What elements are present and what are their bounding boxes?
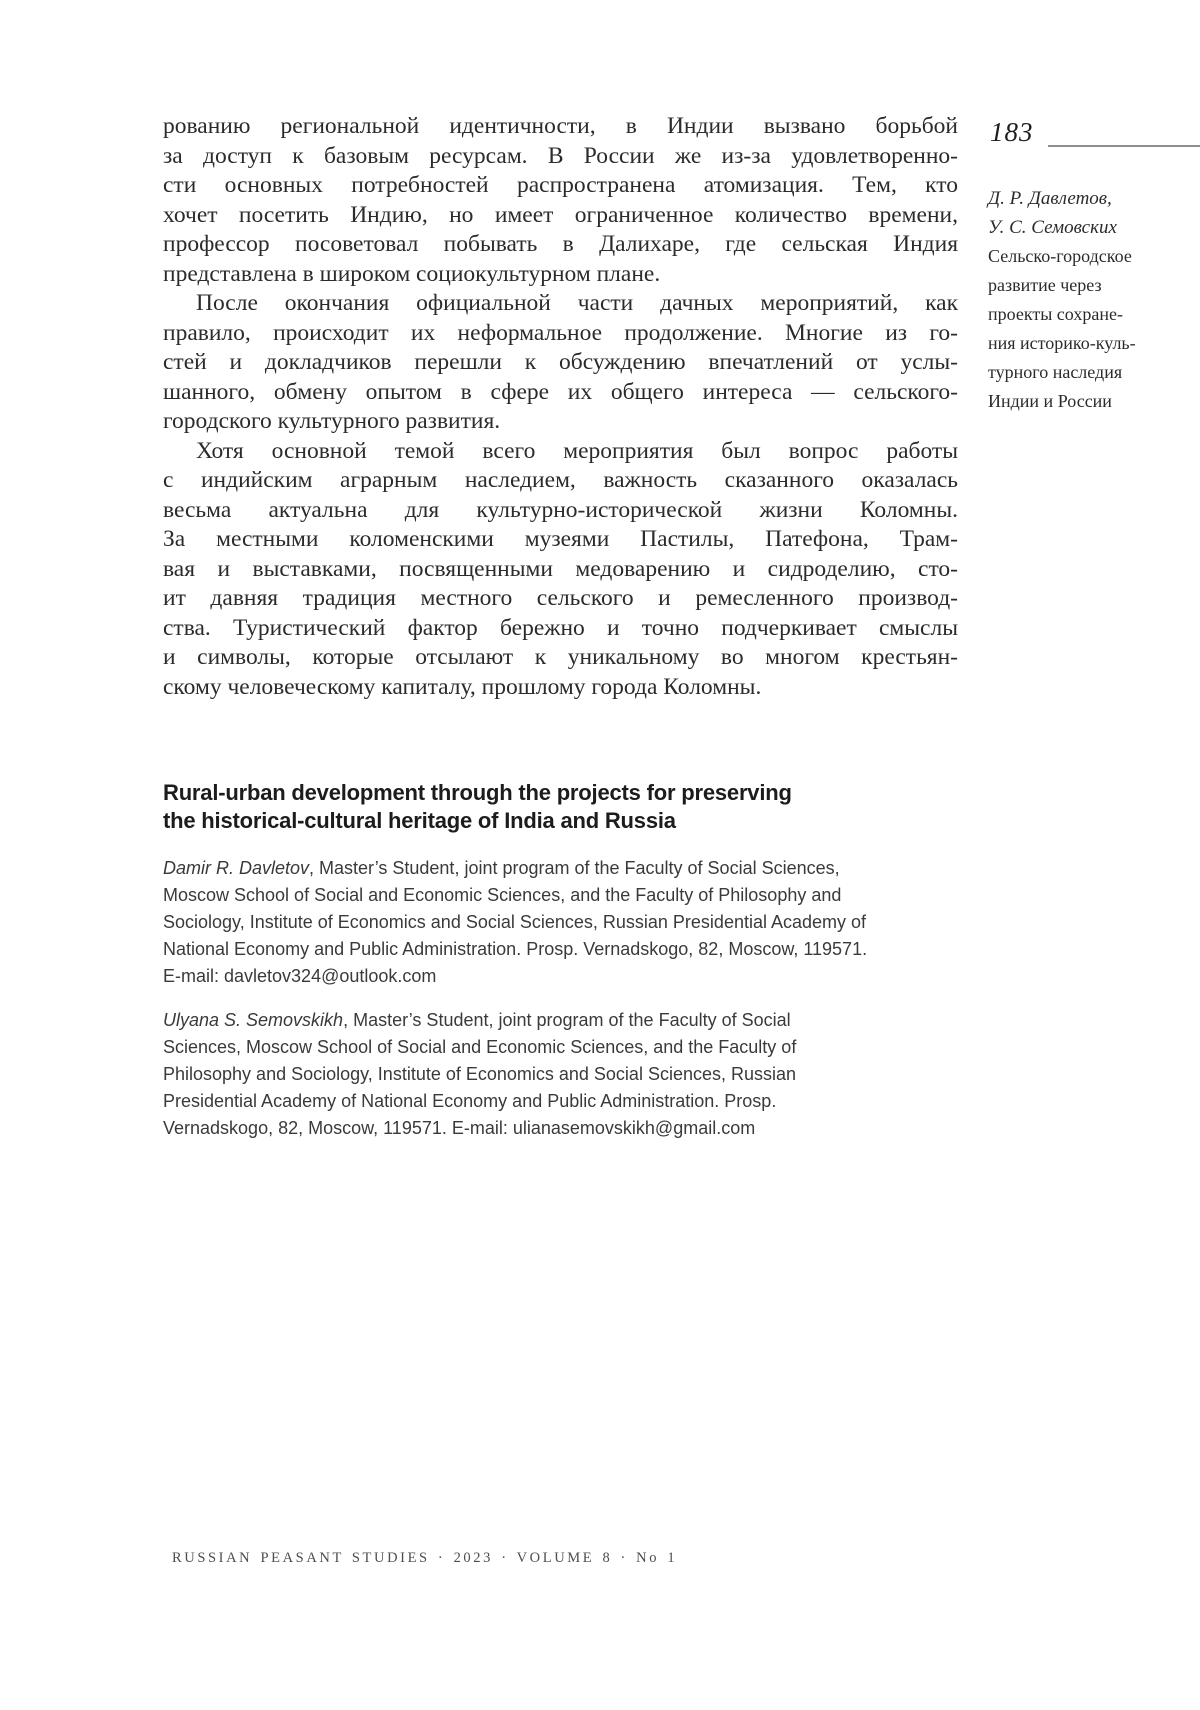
text-line: стей и докладчиков перешли к обсуждению впечатлений от услы- — [163, 349, 958, 375]
bio-line: Moscow School of Social and Economic Sciences, and the Faculty of Philosophy and — [163, 885, 842, 905]
english-title-line: Rural-urban development through the projects for preserving — [163, 780, 792, 805]
text-line: весьма актуальна для культурно-исторической жизни Коломны. — [163, 496, 958, 523]
header-rule — [1048, 145, 1200, 147]
text-line: рованию региональной идентичности, в Индии вызвано борьбой — [163, 113, 958, 139]
author-bio — [163, 855, 953, 990]
text-line: сти основных потребностей распространена атомизация. Тем, кто — [163, 172, 958, 198]
author-bios — [163, 855, 953, 1142]
bio-line — [163, 1007, 953, 1034]
text-line: городского культурного развития. — [163, 408, 501, 434]
bio-author-name: Ulyana S. Semovskikh — [163, 1010, 344, 1030]
text-line: За местными коломенскими музеями Пастилы, Патефона, Трам- — [163, 526, 958, 552]
sidebar-article-title-line: турного наследия — [988, 362, 1123, 382]
bio-author-name: Damir R. Davletov — [163, 858, 310, 878]
text-line: и символы, которые отсылают к уникальному во многом крестьян- — [163, 644, 958, 670]
page-footer — [172, 1550, 677, 1567]
text-line: ства. Туристический фактор бережно и точно подчеркивает смыслы — [163, 614, 958, 641]
bio-line: Presidential Academy of National Economy and Public Administration. Prosp. — [163, 1091, 777, 1111]
sidebar-author: У. С. Семовских — [988, 217, 1117, 238]
journal-footer-text: RUSSIAN PEASANT STUDIES · 2023 · VOLUME 8 · No 1 — [172, 1550, 678, 1566]
article-body-russian — [163, 112, 958, 702]
english-title-line: the historical-cultural heritage of India and Russia — [163, 808, 676, 833]
text-line: шанного, обмену опытом в сфере их общего интереса — сельского- — [163, 378, 958, 405]
english-title — [163, 779, 953, 835]
sidebar — [988, 184, 1193, 416]
sidebar-author: Д. Р. Давлетов, — [988, 188, 1112, 209]
paragraph — [163, 289, 958, 437]
text-line: скому человеческому капиталу, прошлому города Коломны. — [163, 673, 762, 700]
page-number: 183 — [990, 117, 1034, 147]
sidebar-article-title-line: Индии и России — [988, 391, 1112, 411]
sidebar-article-title-line: проекты сохране- — [988, 304, 1123, 324]
bio-text: , Master’s Student, joint program of the Faculty of Social Sciences, — [309, 858, 840, 878]
bio-line: Sciences, Moscow School of Social and Economic Sciences, and the Faculty of — [163, 1037, 797, 1057]
bio-line: E-mail: davletov324@outlook.com — [163, 966, 437, 986]
text-line: профессор посоветовал побывать в Далихаре, где сельская Индия — [163, 231, 958, 257]
text-line: вая и выставками, посвященными медоварению и сидроделию, сто- — [163, 555, 958, 582]
english-section — [163, 779, 953, 1159]
text-line: После окончания официальной части дачных мероприятий, как — [196, 290, 958, 316]
sidebar-article-title-line: ния историко-куль- — [988, 333, 1136, 353]
paragraph — [163, 112, 958, 289]
text-line: Хотя основной темой всего мероприятия был вопрос работы — [196, 437, 958, 464]
paragraph — [163, 437, 958, 703]
bio-line: Vernadskogo, 82, Moscow, 119571. E-mail: ulianasemovskikh@gmail.com — [163, 1118, 756, 1138]
bio-line: Philosophy and Sociology, Institute of Economics and Social Sciences, Russian — [163, 1064, 797, 1084]
text-line: за доступ к базовым ресурсам. В России же из-за удовлетворенно- — [163, 142, 958, 169]
text-line: ит давняя традиция местного сельского и ремесленного производ- — [163, 585, 958, 611]
author-bio — [163, 1007, 953, 1142]
bio-line: Sociology, Institute of Economics and Social Sciences, Russian Presidential Academy of — [163, 912, 867, 932]
bio-line: National Economy and Public Administration. Prosp. Vernadskogo, 82, Moscow, 119571. — [163, 939, 868, 959]
text-line: с индийским аграрным наследием, важность сказанного оказалась — [163, 467, 958, 493]
text-line: представлена в широком социокультурном плане. — [163, 260, 661, 287]
sidebar-article-title-line: Сельско-городское — [988, 246, 1132, 266]
sidebar-article-title-line: развитие через — [988, 275, 1102, 295]
bio-text: , Master’s Student, joint program of the Faculty of Social — [343, 1010, 791, 1030]
text-line: хочет посетить Индию, но имеет ограниченное количество времени, — [163, 201, 958, 228]
text-line: правило, происходит их неформальное продолжение. Многие из го- — [163, 319, 958, 346]
bio-line — [163, 855, 953, 882]
